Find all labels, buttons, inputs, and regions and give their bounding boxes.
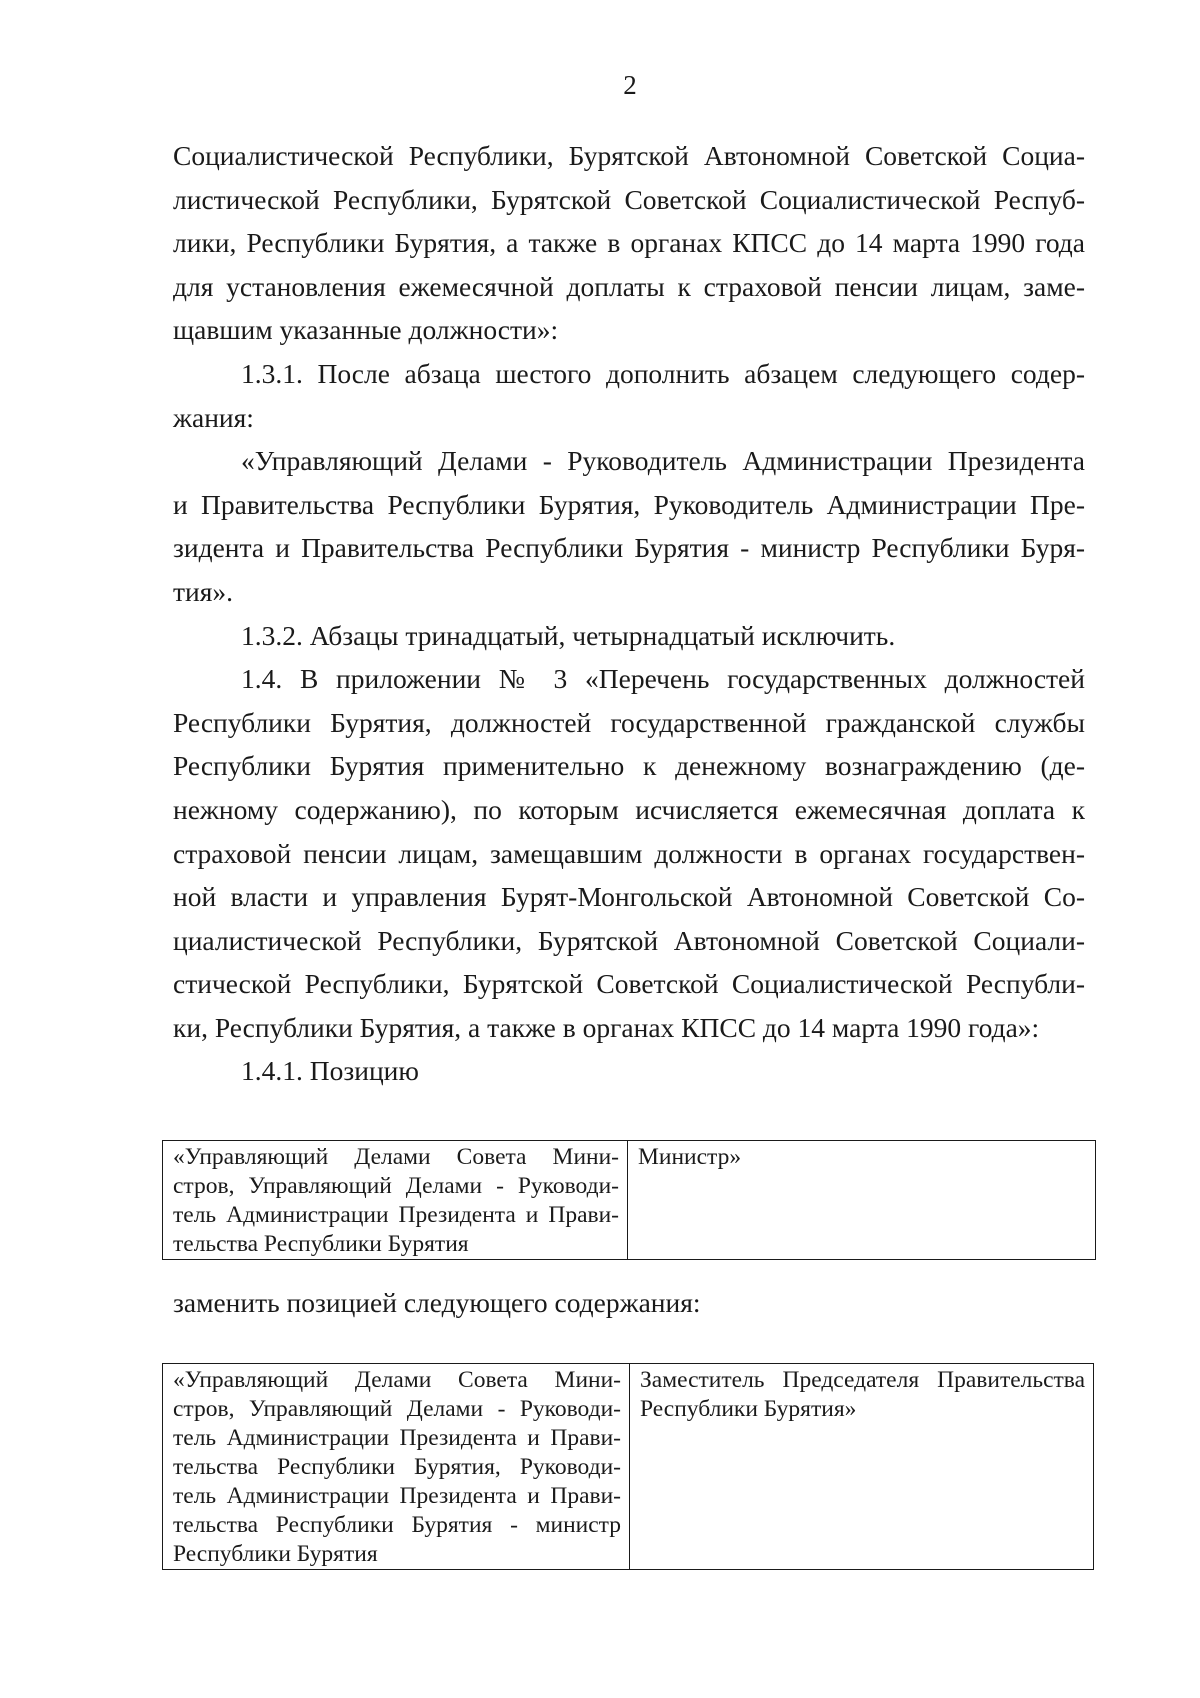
- text-line: тия».: [173, 575, 234, 607]
- text-line: ки, Республики Бурятия, а также в органах КПСС до 14 марта 1990 года»:: [173, 1011, 1040, 1043]
- text-line: листической Республики, Бурятской Советской Социалистической Респуб-: [173, 183, 1085, 215]
- paragraph-1-3-2: [173, 614, 1085, 658]
- text-line: и Правительства Республики Бурятия, Руководитель Администрации Пре-: [173, 488, 1085, 520]
- text-line: для установления ежемесячной доплаты к страховой пенсии лицам, заме-: [173, 270, 1085, 302]
- document-body: [173, 134, 1085, 1093]
- cell-line: «Управляющий Делами Совета Мини-: [173, 1367, 621, 1393]
- text-line: 1.4. В приложении № 3 «Перечень государственных должностей: [241, 663, 1085, 695]
- cell-line: Министр»: [638, 1144, 742, 1170]
- cell-line: Заместитель Председателя Правительства: [640, 1367, 1085, 1393]
- text-line: зидента и Правительства Республики Бурятия - министр Республики Буря-: [173, 532, 1085, 564]
- table-row: [163, 1364, 1094, 1570]
- table-row: [163, 1141, 1096, 1260]
- table-cell-equivalent: [630, 1364, 1094, 1570]
- text-line: жания:: [173, 401, 254, 433]
- text-line: ной власти и управления Бурят-Монгольской Автономной Советской Со-: [173, 881, 1085, 913]
- cell-line: Республики Бурятия: [173, 1541, 378, 1567]
- replacement-text: заменить позицией следующего содержания:: [173, 1287, 701, 1318]
- text-line: 1.3.2. Абзацы тринадцатый, четырнадцатый исключить.: [241, 619, 896, 651]
- cell-line: тельства Республики Бурятия - министр: [173, 1512, 621, 1538]
- text-line: щавшим указанные должности»:: [173, 314, 559, 346]
- text-line: лики, Республики Бурятия, а также в органах КПСС до 14 марта 1990 года: [173, 227, 1085, 259]
- position-table-old: [162, 1140, 1096, 1260]
- table-cell-position: [163, 1141, 628, 1260]
- paragraph-1-4: [173, 657, 1085, 1049]
- paragraph-quote: [173, 439, 1085, 613]
- paragraph-1-4-1: [173, 1049, 1085, 1093]
- cell-line: тель Администрации Президента и Прави-: [173, 1483, 621, 1509]
- cell-line: стров, Управляющий Делами - Руководи-: [173, 1396, 621, 1422]
- text-line: Социалистической Республики, Бурятской Автономной Советской Социа-: [173, 140, 1085, 171]
- cell-line: «Управляющий Делами Совета Мини-: [173, 1144, 619, 1170]
- position-table-new: [162, 1363, 1094, 1570]
- text-line: 1.3.1. После абзаца шестого дополнить абзацем следующего содер-: [241, 357, 1085, 389]
- paragraph-1-3-1: [173, 352, 1085, 439]
- text-line: Республики Бурятия, должностей государственной гражданской службы: [173, 706, 1085, 738]
- cell-line: Республики Бурятия»: [640, 1396, 857, 1422]
- text-line: циалистической Республики, Бурятской Автономной Советской Социали-: [173, 924, 1085, 956]
- cell-line: тель Администрации Президента и Прави-: [173, 1425, 621, 1451]
- table-cell-position: [163, 1364, 630, 1570]
- text-line: Республики Бурятия применительно к денежному вознаграждению (де-: [173, 750, 1085, 782]
- text-line: «Управляющий Делами - Руководитель Администрации Президента: [241, 445, 1085, 477]
- table-cell-equivalent: [628, 1141, 1096, 1260]
- text-line: нежному содержанию), по которым исчисляется ежемесячная доплата к: [173, 793, 1085, 825]
- cell-line: тельства Республики Бурятия, Руководи-: [173, 1454, 621, 1480]
- cell-line: стров, Управляющий Делами - Руководи-: [173, 1173, 619, 1199]
- paragraph-continuation: [173, 134, 1085, 352]
- text-line: стической Республики, Бурятской Советской Социалистической Республи-: [173, 968, 1085, 1000]
- page-number: 2: [623, 70, 637, 100]
- cell-line: тельства Республики Бурятия: [173, 1231, 469, 1257]
- text-line: 1.4.1. Позицию: [241, 1055, 419, 1087]
- text-line: страховой пенсии лицам, замещавшим должности в органах государствен-: [173, 837, 1085, 869]
- cell-line: тель Администрации Президента и Прави-: [173, 1202, 619, 1228]
